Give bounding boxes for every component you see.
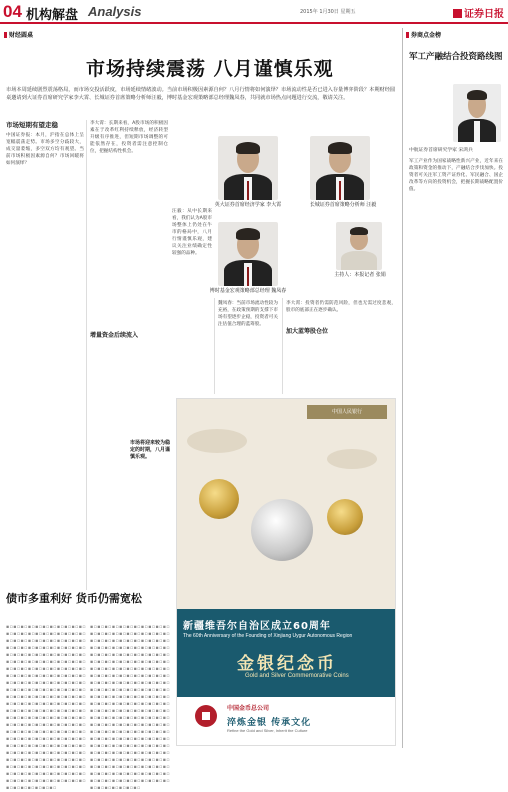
author-photo [453, 84, 501, 142]
article-column-5-text: 李大霄：投资者仍需防范风险，但也无需过度悲观，股市的底部正在逐步确认。 [286, 301, 396, 313]
tag-bar-icon [4, 32, 7, 38]
page-masthead [0, 0, 508, 24]
bottom-article-column-2 [90, 624, 170, 791]
host-photo [336, 222, 382, 270]
article-standfirst: 市场本周延续剧烈震荡格局，而市场交投活跃度，市场延续情绪波动。当前市场积极因素源自何？八月行情将如何演绎？市场流动性是否已进入存量博弈阶段？本期财经圆桌邀请到大证券首席研究学家李大霄、长城证券首席策略分析师汪毅，博时基金宏观策略部总经理魏凤春，共同就市场热点问题进行交流，敬请关注。 [6, 87, 396, 101]
gold-coin-icon [199, 479, 239, 519]
ad-advertiser: 中国金币总公司 [227, 705, 270, 712]
article-column-3 [172, 208, 212, 394]
china-gold-coin-logo-icon [195, 705, 217, 727]
section-title-en: Analysis [88, 4, 142, 19]
column-tag-left [4, 30, 33, 39]
bottom-article-column-1 [6, 624, 86, 791]
article-subtitle: 市场短期有望走稳 [6, 121, 58, 129]
ad-slogan-en: Refine the Gold and Silver, Inherit the Culture [227, 728, 308, 733]
portrait-hair [350, 227, 368, 236]
cloud-decoration [187, 429, 247, 453]
bottom-article-headline: 债市多重利好 货币仍需宽松 [6, 592, 142, 605]
article-column-1 [6, 132, 84, 590]
article-column-3-text: 汪毅：从中长期来看，我们认为A股市场整体上仍处在牛市的格局中，八月行情谨慎乐观，建议关注业绩确定性较强的品种。 [172, 209, 212, 256]
article-column-1-text: 中国证券报：本月，沪指在总体上呈宽幅震荡走势。市场多空分歧较大，成交量萎缩，多空双方均有观望。当前市场积极因素源自何？市场回暖将如何演绎？ [6, 133, 84, 166]
silver-coin-icon [251, 499, 313, 561]
gold-coin-advertisement[interactable] [176, 398, 396, 746]
column-divider [86, 120, 87, 590]
portrait-hair [467, 90, 486, 100]
ad-issuer-badge: 中国人民银行 [307, 405, 387, 419]
article-column-4-text: 魏凤春：当前市场流动性较为充裕，在政策预期的支撑下市场有望逐步企稳，投资者可关注估值合理的蓝筹股。 [218, 301, 278, 327]
section-head-second: 增量资金后续流入 [90, 332, 139, 339]
gold-coin-icon [327, 499, 363, 535]
paper-logo-icon [453, 9, 462, 18]
logo-square-hole [202, 712, 210, 720]
illegible-text-fill: ▪▫▪▫▪▫▪▫▪▫▪▫▪▫▪▫▪▫▪▫▪▫▪▫▪▫▪▫▪▫▪▫▪▫▪▫▪▫▪▫▪▫▪▫▪▫▪▫▪▫▪▫▪▫▪▫▪▫▪▫▪▫▪▫▪▫▪▫▪▫▪▫▪▫▪▫▪▫▪▫▪▫▪▫▪▫▪▫▪▫▪▫▪▫▪▫▪▫▪▫▪▫▪▫▪▫▪▫▪▫▪▫▪▫▪▫▪▫▪▫▪▫▪▫▪▫▪▫▪▫▪▫▪▫▪▫▪▫▪▫▪▫▪▫▪▫▪▫▪▫▪▫▪▫▪▫▪▫▪▫▪▫▪▫▪▫▪▫▪▫▪▫▪▫▪▫▪▫▪▫▪▫▪▫▪▫▪▫▪▫▪▫▪▫▪▫▪▫▪▫▪▫▪▫▪▫▪▫▪▫▪▫▪▫▪▫▪▫▪▫▪▫▪▫▪▫▪▫▪▫▪▫▪▫▪▫▪▫▪▫▪▫▪▫▪▫▪▫▪▫▪▫▪▫▪▫▪▫▪▫▪▫▪▫▪▫▪▫▪▫▪▫▪▫▪▫▪▫▪▫▪▫▪▫▪▫▪▫▪▫▪▫▪▫▪▫▪▫▪▫▪▫▪▫▪▫▪▫▪▫▪▫▪▫▪▫▪▫▪▫▪▫▪▫▪▫▪▫▪▫▪▫▪▫▪▫▪▫▪▫▪▫▪▫▪▫▪▫▪▫▪▫▪▫▪▫▪▫▪▫▪▫▪▫▪▫▪▫▪▫▪▫▪▫▪▫▪▫▪▫▪▫▪▫▪▫▪▫▪▫▪▫▪▫▪▫▪▫▪▫▪▫▪▫▪▫▪▫▪▫▪▫▪▫▪▫▪▫▪▫▪▫▪▫▪▫▪▫▪▫▪▫▪▫▪▫▪▫▪▫▪▫▪▫▪▫▪▫▪▫▪▫▪▫▪▫▪▫▪▫▪▫▪▫▪▫▪▫▪▫▪▫▪▫▪▫▪▫▪▫▪▫▪▫▪▫▪▫▪▫▪▫▪▫▪▫▪▫▪▫▪▫▪▫▪▫▪▫▪▫▪▫▪▫▪▫▪▫▪▫ [90, 625, 170, 791]
paper-name [453, 5, 504, 20]
column-divider [214, 298, 215, 394]
guest-caption: 博时基金宏观策略部总经理 魏凤春 [209, 288, 287, 294]
pull-quote: 市场将迎来较为稳定的时期，八月谨慎乐观。 [130, 440, 171, 460]
section-title: 机构解盘 [26, 8, 79, 23]
host-caption: 主持人：本报记者 张娟 [334, 272, 386, 278]
guest-caption: 长城证券首席策略分析师 汪毅 [309, 202, 377, 208]
author-portrait [453, 84, 501, 142]
right-article-byline: 中航证券首席研究学家 宋鸿兵 [409, 148, 473, 153]
ad-footer [177, 697, 395, 745]
article-column-4 [218, 300, 278, 394]
page-number: 04 [3, 2, 22, 21]
paper-name-text: 证券日报 [464, 9, 504, 20]
portrait-tie [247, 267, 249, 286]
right-article-body-text: 军工产业作为国家战略性新兴产业，近年来在政策和资金的推动下，产融结合步伐加快。投资者可关注军工资产证券化、军民融合、国企改革等方向的投资机会，把握长期战略配置价值。 [409, 159, 503, 192]
ad-artwork [177, 399, 395, 609]
column-divider [282, 298, 283, 394]
portrait-tie [339, 181, 341, 200]
portrait-hair [236, 228, 260, 240]
section-head-third: 加大蓝筹股仓位 [286, 328, 329, 335]
right-article-title: 军工产融结合投资路线图 [409, 52, 503, 62]
illegible-text-fill: ▪▫▪▫▪▫▪▫▪▫▪▫▪▫▪▫▪▫▪▫▪▫▪▫▪▫▪▫▪▫▪▫▪▫▪▫▪▫▪▫▪▫▪▫▪▫▪▫▪▫▪▫▪▫▪▫▪▫▪▫▪▫▪▫▪▫▪▫▪▫▪▫▪▫▪▫▪▫▪▫▪▫▪▫▪▫▪▫▪▫▪▫▪▫▪▫▪▫▪▫▪▫▪▫▪▫▪▫▪▫▪▫▪▫▪▫▪▫▪▫▪▫▪▫▪▫▪▫▪▫▪▫▪▫▪▫▪▫▪▫▪▫▪▫▪▫▪▫▪▫▪▫▪▫▪▫▪▫▪▫▪▫▪▫▪▫▪▫▪▫▪▫▪▫▪▫▪▫▪▫▪▫▪▫▪▫▪▫▪▫▪▫▪▫▪▫▪▫▪▫▪▫▪▫▪▫▪▫▪▫▪▫▪▫▪▫▪▫▪▫▪▫▪▫▪▫▪▫▪▫▪▫▪▫▪▫▪▫▪▫▪▫▪▫▪▫▪▫▪▫▪▫▪▫▪▫▪▫▪▫▪▫▪▫▪▫▪▫▪▫▪▫▪▫▪▫▪▫▪▫▪▫▪▫▪▫▪▫▪▫▪▫▪▫▪▫▪▫▪▫▪▫▪▫▪▫▪▫▪▫▪▫▪▫▪▫▪▫▪▫▪▫▪▫▪▫▪▫▪▫▪▫▪▫▪▫▪▫▪▫▪▫▪▫▪▫▪▫▪▫▪▫▪▫▪▫▪▫▪▫▪▫▪▫▪▫▪▫▪▫▪▫▪▫▪▫▪▫▪▫▪▫▪▫▪▫▪▫▪▫▪▫▪▫▪▫▪▫▪▫▪▫▪▫▪▫▪▫▪▫▪▫▪▫▪▫▪▫▪▫▪▫▪▫▪▫▪▫▪▫▪▫▪▫▪▫▪▫▪▫▪▫▪▫▪▫▪▫▪▫▪▫▪▫▪▫▪▫▪▫▪▫▪▫▪▫▪▫▪▫▪▫▪▫▪▫▪▫▪▫▪▫▪▫▪▫▪▫▪▫▪▫▪▫▪▫▪▫▪▫▪▫▪▫▪▫▪▫▪▫▪▫▪▫▪▫▪▫▪▫ [6, 625, 86, 791]
guest-photo-li-daxiao [218, 136, 278, 200]
guest-caption: 英大证券首席经济学家 李大霄 [214, 202, 282, 208]
right-column [402, 28, 506, 748]
portrait-hair [328, 142, 352, 154]
guest-photo-wei-fengchun [218, 222, 278, 286]
issue-date: 2015年 1月30日 星期五 [300, 9, 356, 15]
cloud-decoration [327, 449, 377, 469]
portrait-shirt [474, 121, 480, 142]
article-headline: 市场持续震荡 八月谨慎乐观 [86, 58, 334, 80]
ad-title-en: The 60th Anniversary of the Founding of Xinjiang Uygur Autonomous Region [183, 633, 353, 639]
column-tag-right-text: 券商点金榜 [411, 32, 442, 39]
article-column-2-text: 李大霄：长期来看，A股市场的积极因素在于改革红利持续释放，经济转型升级有序推进，但短期市场调整的可能依然存在，投资者需注意控制仓位，把握结构性机会。 [90, 121, 168, 154]
article-column-5 [286, 300, 396, 394]
ad-product: 金银纪念币 [237, 654, 337, 674]
portrait-suit [341, 251, 378, 270]
column-tag-left-text: 财经圆桌 [9, 32, 34, 39]
ad-title-band [177, 609, 395, 697]
guest-photo-wang-yi [310, 136, 370, 200]
right-article-body [409, 158, 503, 744]
ad-title: 新疆维吾尔自治区成立60周年 [183, 621, 331, 632]
portrait-tie [247, 181, 249, 200]
ad-product-en: Gold and Silver Commemorative Coins [245, 673, 349, 679]
portrait-hair [236, 142, 260, 154]
ad-slogan: 淬炼金银 传承文化 [227, 718, 312, 728]
